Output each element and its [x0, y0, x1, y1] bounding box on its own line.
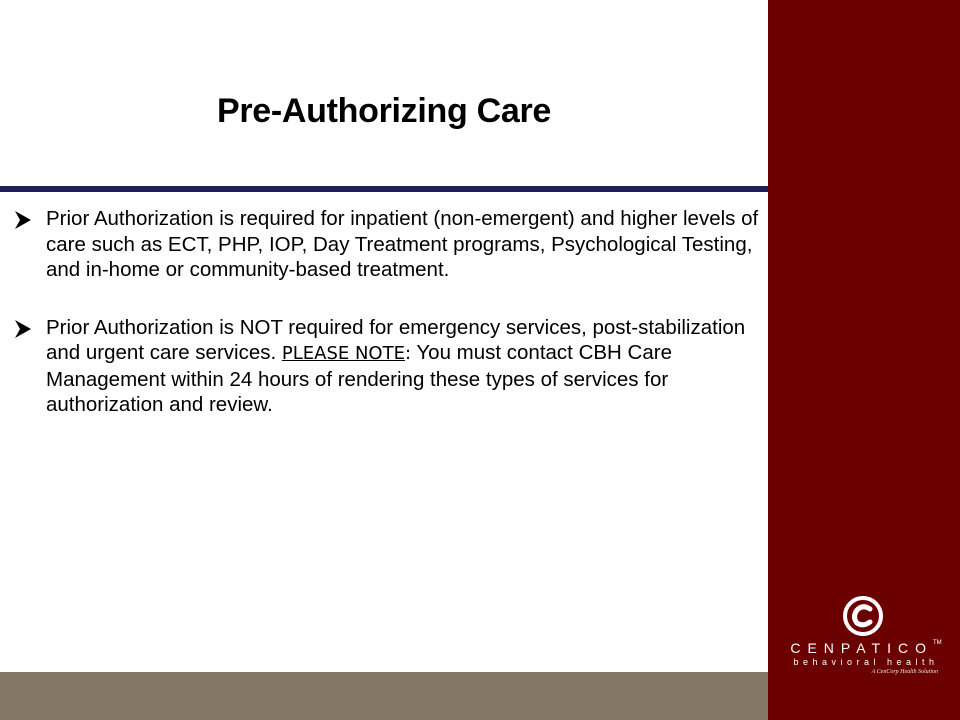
arrowhead-bullet-icon	[14, 319, 32, 339]
title-divider	[0, 186, 768, 192]
bullet-item	[14, 315, 764, 418]
please-note-label: PLEASE NOTE	[281, 343, 405, 364]
cenpatico-logo	[788, 596, 944, 688]
logo-subtitle: behavioral health	[793, 657, 939, 667]
bullet-list	[14, 206, 764, 450]
logo-trademark: TM	[932, 640, 942, 646]
bullet-item	[14, 206, 764, 283]
logo-name: CENPATICO	[790, 640, 933, 656]
please-note-colon: :	[404, 343, 412, 364]
bullet-text-tail: You must contact CBH Care Management within 24 hours of rendering these types of services for authorization and review.	[46, 341, 672, 416]
bullet-text: Prior Authorization is required for inpatient (non-emergent) and higher levels of care such as ECT, PHP, IOP, Day Treatment programs, Psychological Testing, and in-home or community-based treatment.	[46, 207, 759, 281]
logo-wordmark	[788, 640, 944, 656]
bullet-text	[46, 315, 764, 418]
bullet-text-lead: Prior Authorization is NOT required for emergency services, post-stabilization and urgent care services.	[46, 315, 746, 364]
arrowhead-bullet-icon	[14, 210, 32, 230]
logo-tagline: A CenCorp Health Solution	[871, 669, 938, 675]
slide-title: Pre-Authorizing Care	[216, 92, 552, 130]
cenpatico-c-logo-icon	[843, 596, 883, 636]
bottom-band	[0, 672, 768, 720]
